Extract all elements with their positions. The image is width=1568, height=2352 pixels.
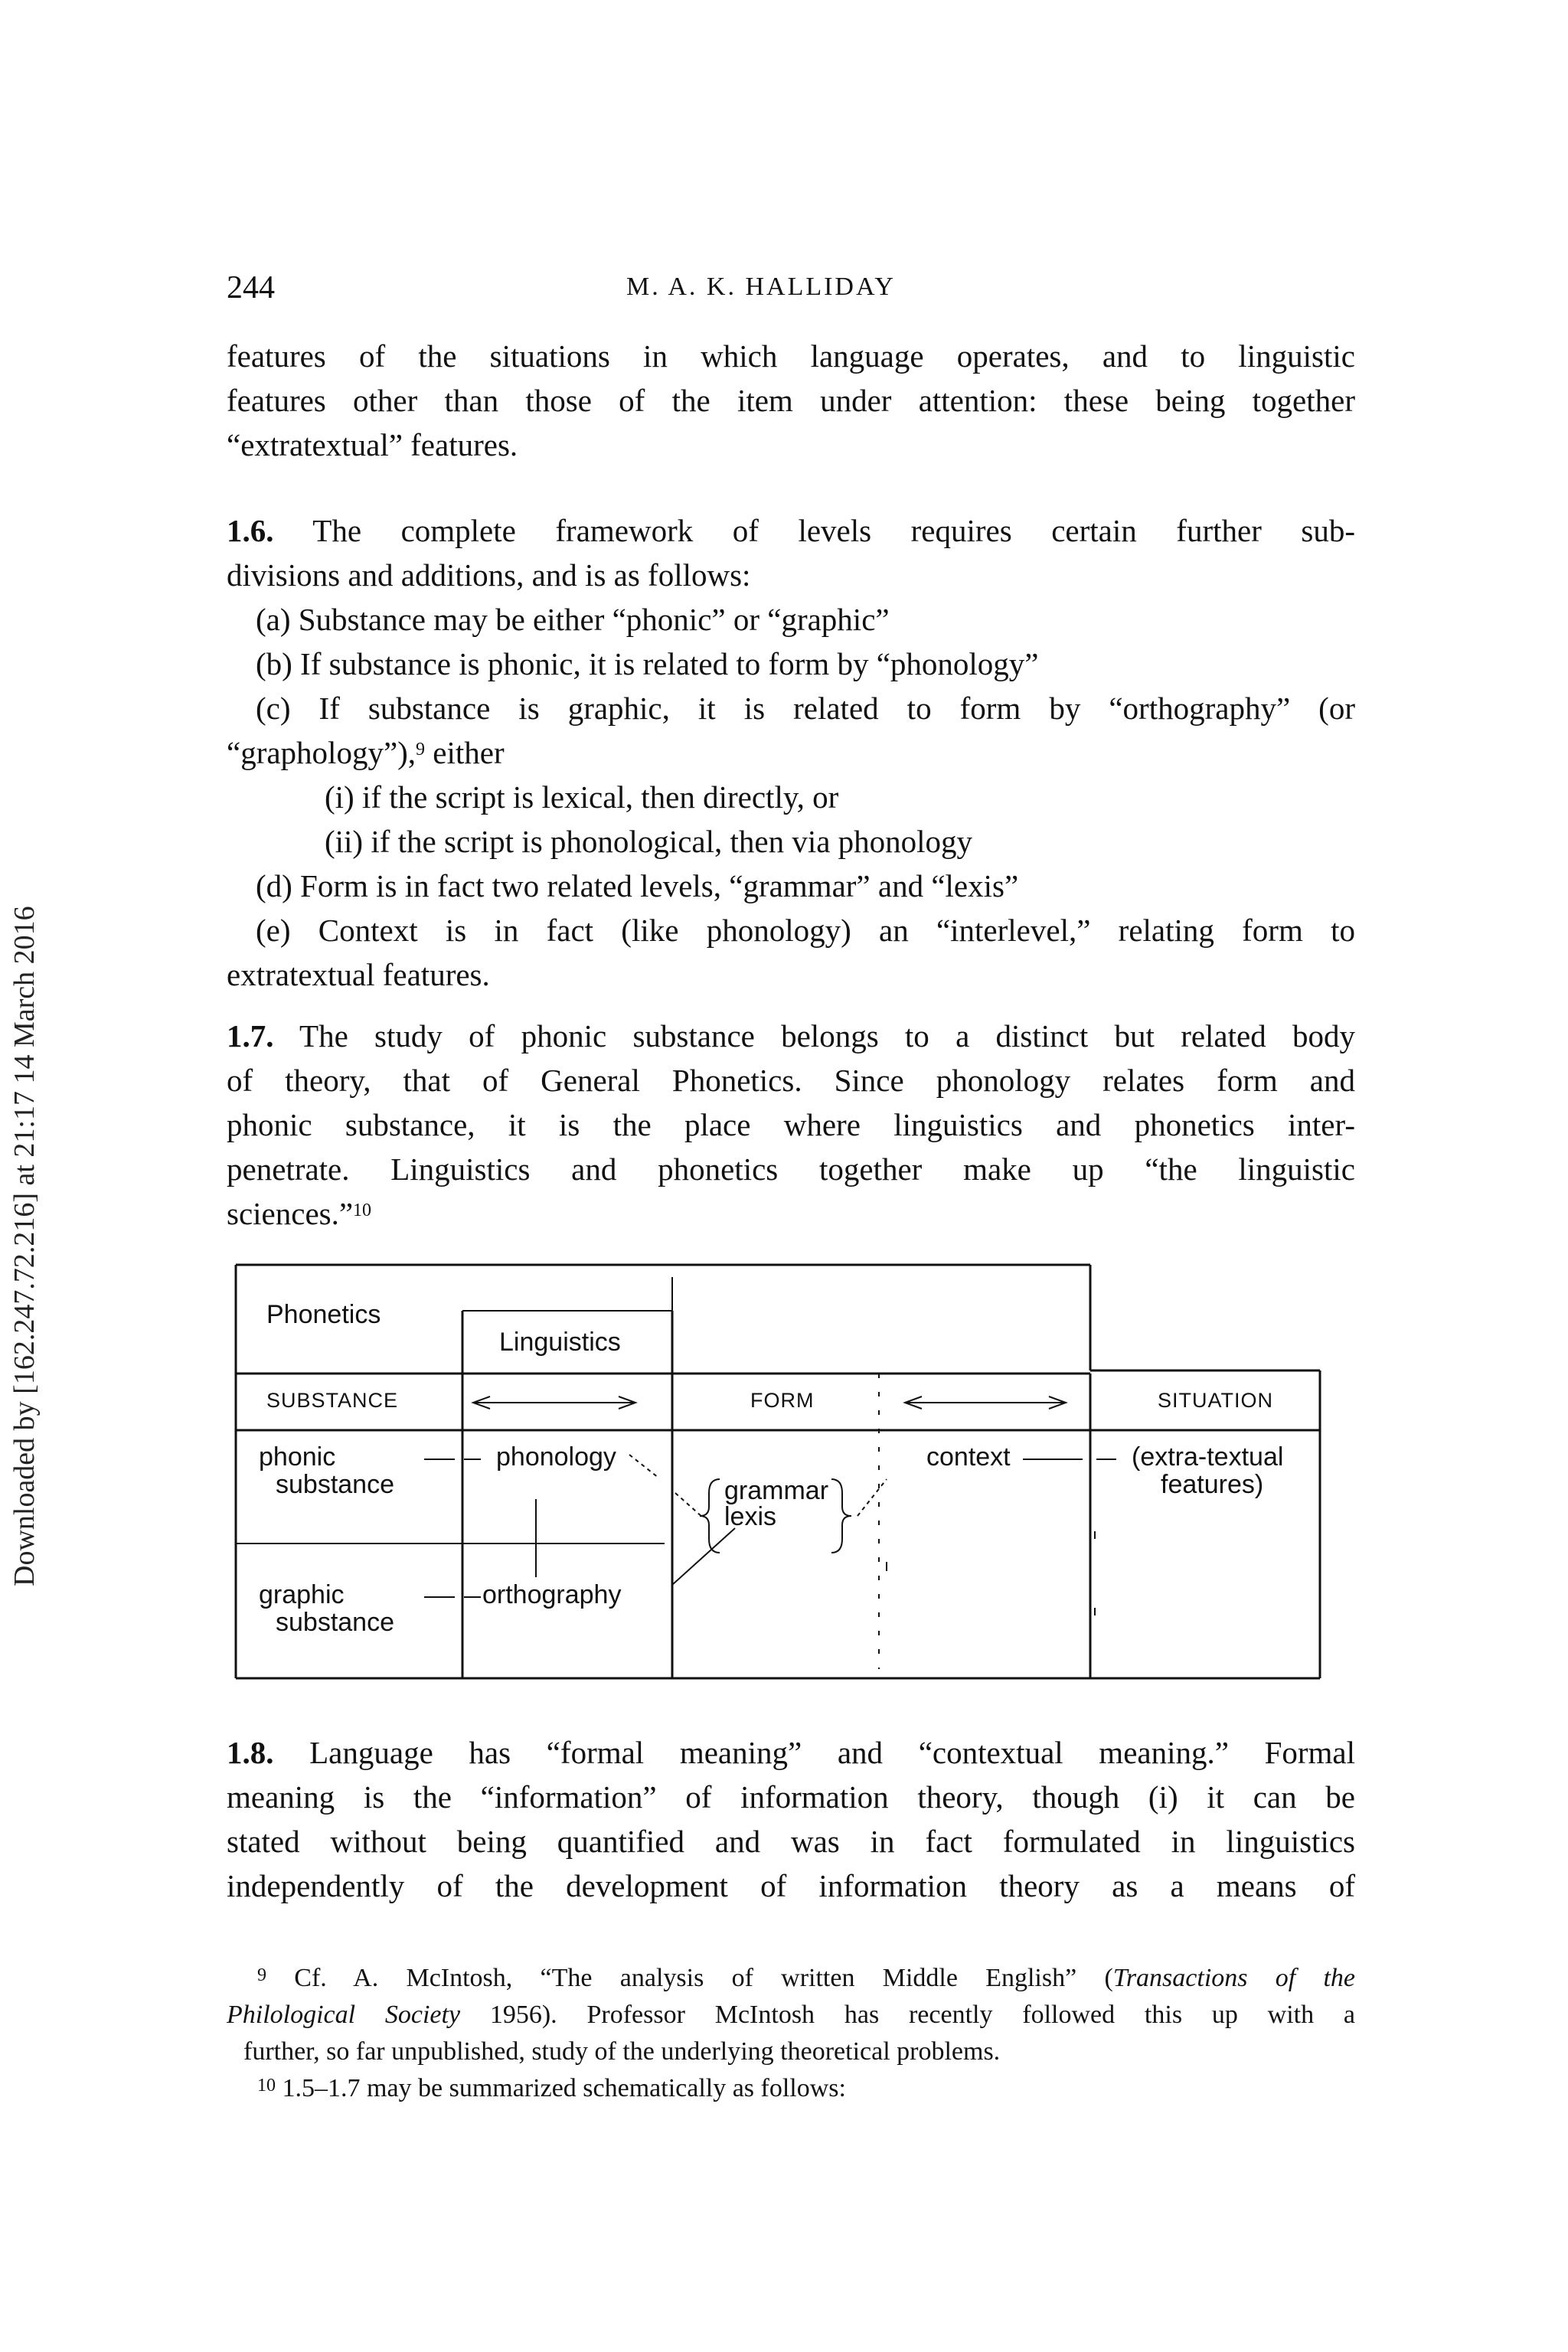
text-span: 1.5–1.7 may be summarized schematically as follows: [276, 2074, 846, 2102]
diagram-phonic: phonic [259, 1442, 336, 1472]
download-watermark-text: Downloaded by [162.247.72.216] at 21:17 14 March 2016 [8, 906, 41, 1586]
list-item: (c) If substance is graphic, it is related to form by “orthography” (or [256, 691, 1355, 726]
text-line: penetrate. Linguistics and phonetics together make up “the linguistic [227, 1152, 1355, 1187]
list-item: (b) If substance is phonic, it is related to form by “phonology” [256, 646, 1039, 681]
download-watermark [8, 0, 54, 2352]
text-span: either [425, 735, 505, 770]
text-line: of theory, that of General Phonetics. Since phonology relates form and [227, 1063, 1355, 1098]
footnote-number: 10 [257, 2076, 276, 2096]
diagram-orthography: orthography [482, 1580, 622, 1609]
text-line: divisions and additions, and is as follows: [227, 557, 751, 593]
list-item: (a) Substance may be either “phonic” or “graphic” [256, 602, 890, 637]
sub-list-item: (ii) if the script is phonological, then via phonology [325, 824, 973, 859]
text-span: The study of phonic substance belongs to a distinct but related body [273, 1018, 1355, 1054]
diagram-substance-header: SUBSTANCE [266, 1389, 399, 1412]
diagram-phonetics: Phonetics [266, 1300, 381, 1329]
text-span: “graphology”), [227, 735, 416, 770]
text-span: The complete framework of levels requires certain further sub- [273, 513, 1355, 548]
text-span: Cf. A. McIntosh, “The analysis of written Middle English” ( [266, 1964, 1113, 1992]
footnote-9 [227, 1960, 1355, 1997]
section-number: 1.8. [227, 1735, 274, 1770]
list-item: (e) Context is in fact (like phonology) an “interlevel,” relating form to [256, 913, 1355, 948]
text-line: phonic substance, it is the place where linguistics and phonetics inter- [227, 1107, 1355, 1142]
section-number: 1.7. [227, 1018, 274, 1054]
text-line: features of the situations in which language operates, and to linguistic [227, 338, 1355, 374]
text-line: “extratextual” features. [227, 427, 518, 462]
diagram-lexis: lexis [724, 1502, 777, 1531]
text-line [227, 508, 1355, 553]
footnote-ref: 10 [353, 1200, 372, 1220]
text-span: sciences.” [227, 1196, 354, 1231]
text-line [227, 1191, 1355, 1236]
text-span: Language has “formal meaning” and “contextual meaning.” Formal [273, 1735, 1355, 1770]
diagram-grammar: grammar [724, 1476, 829, 1505]
footnote-9-cont: further, so far unpublished, study of the underlying theoretical problems. [243, 2037, 1001, 2066]
list-item: (d) Form is in fact two related levels, “grammar” and “lexis” [256, 868, 1019, 903]
footnotes [227, 1960, 1355, 2107]
diagram-extra-textual: (extra-textual [1132, 1442, 1284, 1472]
text-line: extratextual features. [227, 957, 490, 992]
page-number: 244 [227, 270, 275, 305]
italic-title: Transactions of the [1112, 1964, 1356, 1992]
section-1-8 [227, 1730, 1355, 1908]
diagram-form-header: FORM [750, 1389, 815, 1412]
footnote-ref: 9 [416, 740, 426, 760]
running-header [227, 270, 1355, 315]
diagram-features: features) [1161, 1470, 1264, 1499]
diagram-phonology: phonology [496, 1442, 616, 1472]
diagram-graphic-substance: substance [276, 1608, 394, 1637]
text-span: 1956). Professor McIntosh has recently followed this up with a [460, 2001, 1355, 2029]
section-1-7 [227, 1014, 1355, 1236]
footnote-10 [227, 2070, 1355, 2107]
text-line [227, 1014, 1355, 1058]
diagram-situation-header: SITUATION [1158, 1389, 1274, 1412]
text-line: features other than those of the item under attention: these being together [227, 383, 1355, 418]
text-line: meaning is the “information” of information theory, though (i) it can be [227, 1779, 1355, 1815]
italic-title: Philological Society [227, 2001, 461, 2029]
text-line: independently of the development of information theory as a means of [227, 1868, 1355, 1903]
diagram-phonic-substance: substance [276, 1470, 394, 1499]
text-line: stated without being quantified and was in fact formulated in linguistics [227, 1824, 1355, 1859]
intro-paragraph [227, 334, 1355, 467]
sub-list-item: (i) if the script is lexical, then directly, or [325, 779, 839, 815]
text-line [227, 730, 1355, 775]
diagram-context: context [926, 1442, 1011, 1472]
diagram-graphic: graphic [259, 1580, 345, 1609]
section-1-6 [227, 508, 1355, 997]
text-line [227, 1730, 1355, 1775]
footnote-number: 9 [257, 1965, 266, 1985]
diagram-linguistics: Linguistics [499, 1328, 621, 1357]
running-head-author: M. A. K. HALLIDAY [626, 273, 896, 301]
section-number: 1.6. [227, 513, 274, 548]
footnote-9-cont [227, 1997, 1355, 2034]
